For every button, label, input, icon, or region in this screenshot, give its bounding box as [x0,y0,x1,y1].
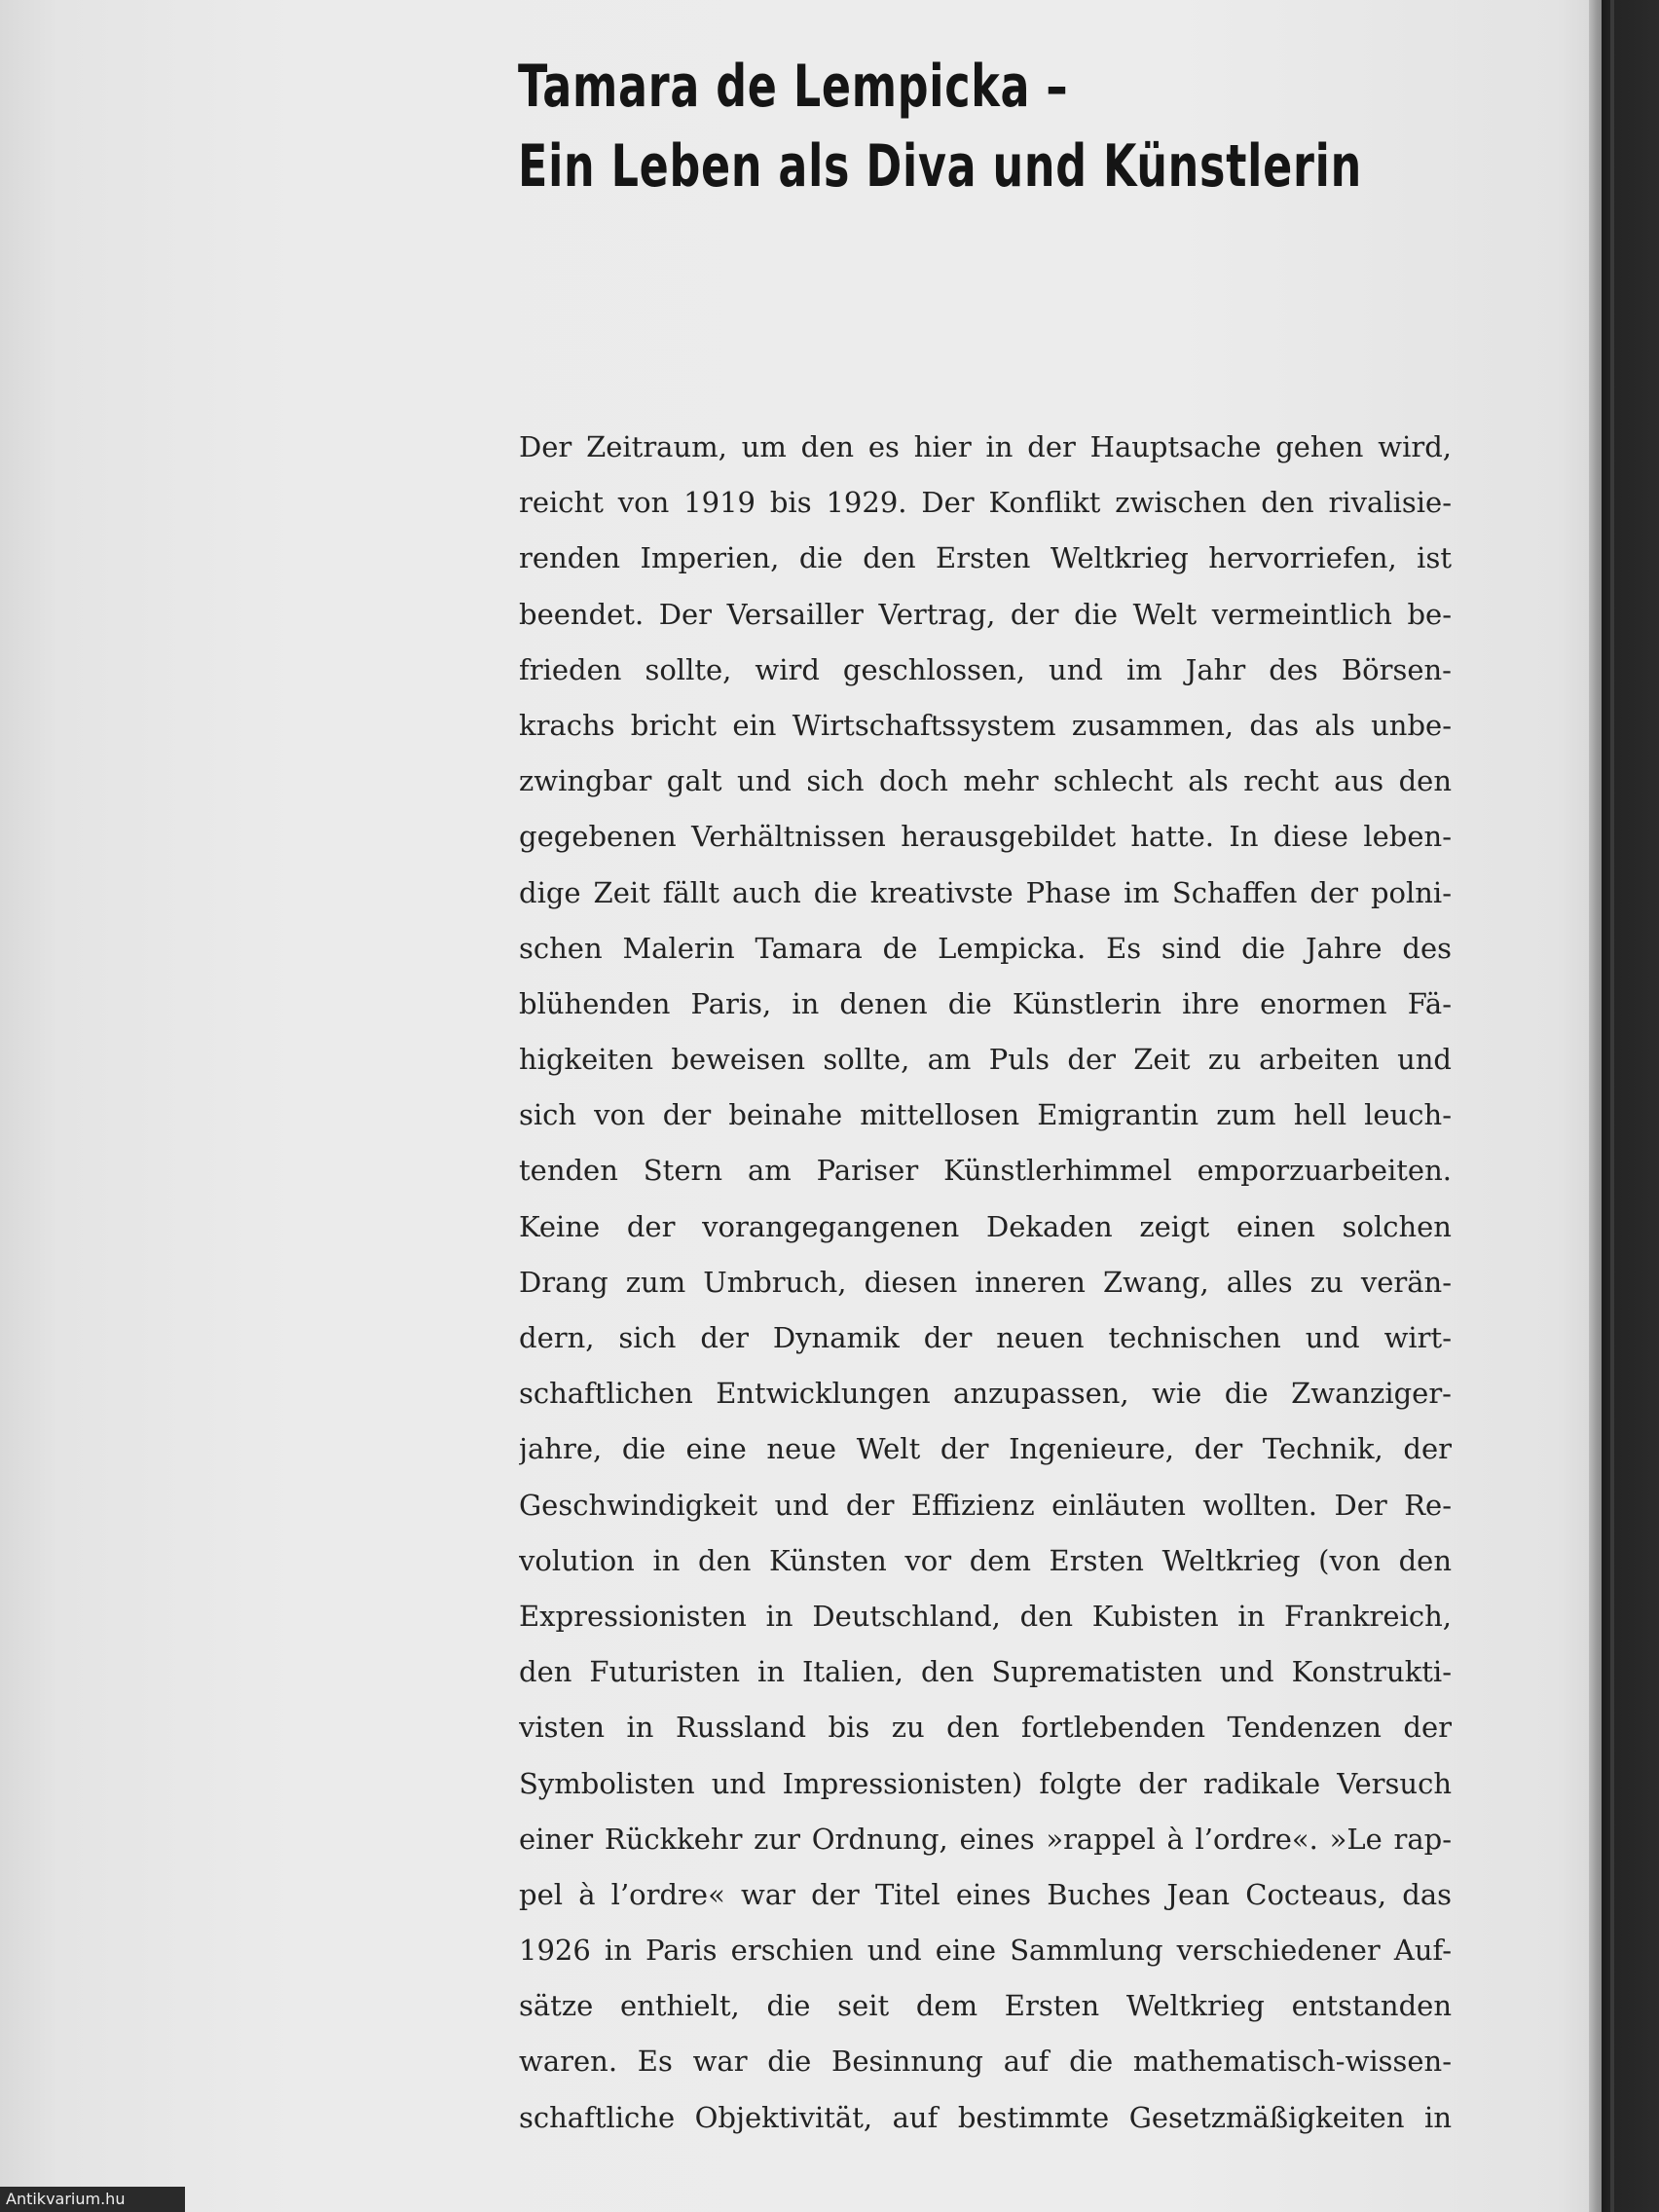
text-line: 1926 in Paris erschien und eine Sammlung verschiedener Auf- [519,1934,1452,1968]
text-line: dige Zeit fällt auch die kreativste Phase im Schaffen der polni- [519,875,1452,909]
text-line: renden Imperien, die den Ersten Weltkrieg hervorriefen, ist [519,541,1452,575]
watermark: Antikvarium.hu [0,2187,185,2212]
text-line: reicht von 1919 bis 1929. Der Konflikt zwischen den rivalisie- [519,486,1452,520]
text-line: einer Rückkehr zur Ordnung, eines »rappel à l’ordre«. »Le rap- [519,1822,1452,1856]
text-line: krachs bricht ein Wirtschaftssystem zusammen, das als unbe- [519,708,1452,742]
text-line: visten in Russland bis zu den fortlebenden Tendenzen der [519,1711,1452,1745]
text-line: beendet. Der Versailler Vertrag, der die Welt vermeintlich be- [519,597,1452,631]
text-line: frieden sollte, wird geschlossen, und im Jahr des Börsen- [519,652,1452,686]
text-line: waren. Es war die Besinnung auf die mathematisch-wissen- [519,2045,1452,2079]
text-line: jahre, die eine neue Welt der Ingenieure, der Technik, der [519,1432,1452,1466]
text-line: Expressionisten in Deutschland, den Kubisten in Frankreich, [519,1599,1452,1633]
text-line: volution in den Künsten vor dem Ersten Weltkrieg (von den [519,1543,1452,1577]
text-line: sätze enthielt, die seit dem Ersten Weltkrieg entstanden [519,1989,1452,2023]
text-line: schaftliche Objektivität, auf bestimmte Gesetzmäßigkeiten in [519,2100,1452,2134]
text-line: Symbolisten und Impressionisten) folgte der radikale Versuch [519,1766,1452,1800]
text-line: schen Malerin Tamara de Lempicka. Es sind die Jahre des [519,931,1452,965]
chapter-title [518,47,1362,206]
text-line: blühenden Paris, in denen die Künstlerin ihre enormen Fä- [519,986,1452,1020]
text-line: sich von der beinahe mittellosen Emigrantin zum hell leuch- [519,1098,1452,1132]
text-line: higkeiten beweisen sollte, am Puls der Zeit zu arbeiten und [519,1043,1452,1077]
text-line: zwingbar galt und sich doch mehr schlecht als recht aus den [519,764,1452,798]
chapter-title-line-1: Tamara de Lempicka – [518,53,1069,121]
text-line: tenden Stern am Pariser Künstlerhimmel emporzuarbeiten. [519,1154,1452,1188]
text-line: dern, sich der Dynamik der neuen technischen und wirt- [519,1321,1452,1354]
text-line: Keine der vorangegangenen Dekaden zeigt einen solchen [519,1209,1452,1243]
text-line: den Futuristen in Italien, den Suprematisten und Konstrukti- [519,1655,1452,1689]
body-paragraph [519,420,1452,2146]
text-line: Geschwindigkeit und der Effizienz einläuten wollten. Der Re- [519,1488,1452,1522]
text-line: gegebenen Verhältnissen herausgebildet hatte. In diese leben- [519,820,1452,854]
text-line: Drang zum Umbruch, diesen inneren Zwang, alles zu verän- [519,1265,1452,1299]
text-line: pel à l’ordre« war der Titel eines Buches Jean Cocteaus, das [519,1877,1452,1911]
text-line: schaftlichen Entwicklungen anzupassen, wie die Zwanziger- [519,1377,1452,1411]
cover-edge-line [1610,0,1614,2212]
chapter-title-line-2: Ein Leben als Diva und Künstlerin [518,132,1362,201]
text-line: Der Zeitraum, um den es hier in der Hauptsache gehen wird, [519,430,1452,463]
